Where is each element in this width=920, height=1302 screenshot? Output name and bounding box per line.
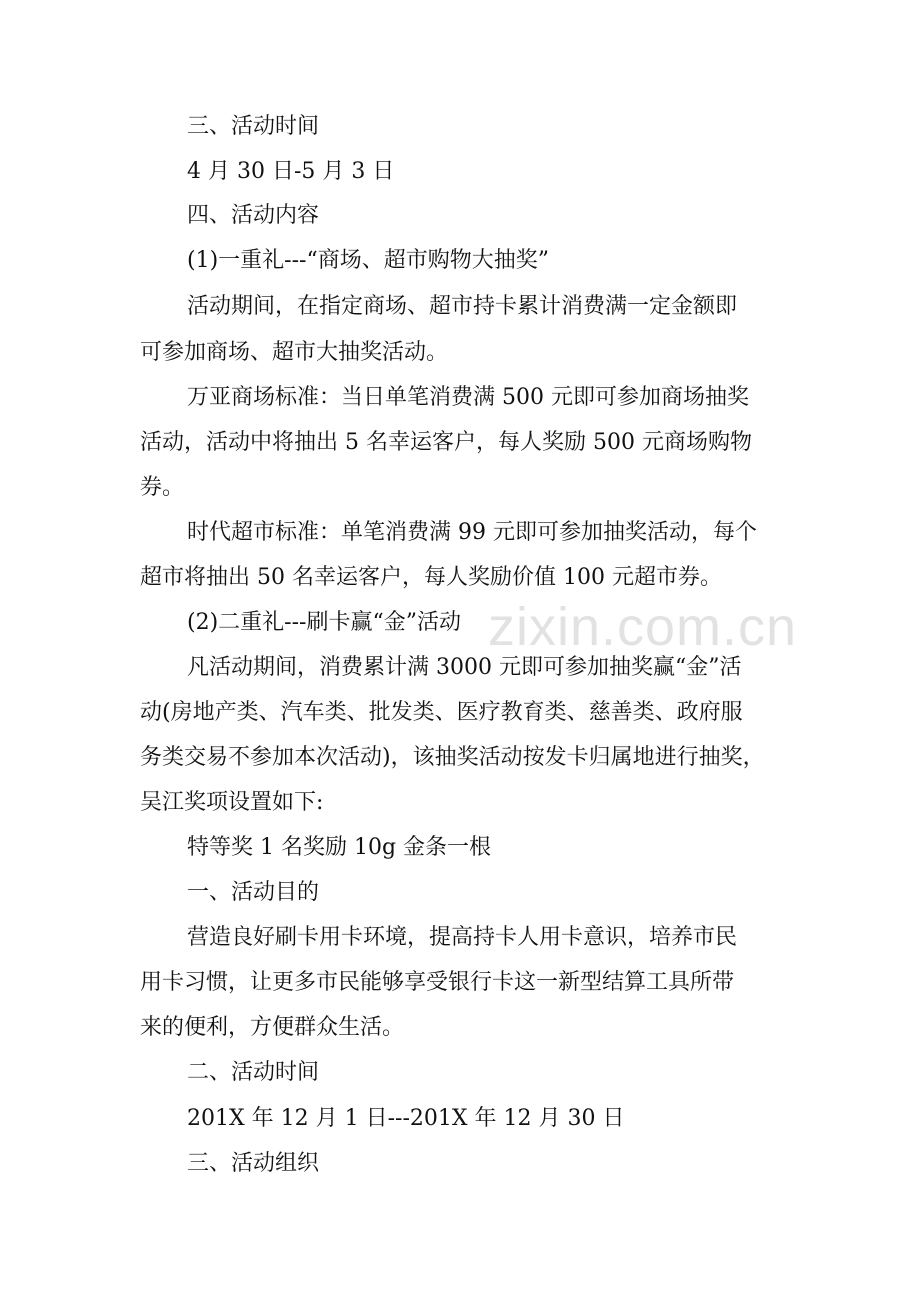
activity-date-range-2: 201X 年 12 月 1 日---201X 年 12 月 30 日 xyxy=(187,1106,625,1131)
paragraph-line: 超市将抽出 50 名幸运客户，每人奖励价值 100 元超市券。 xyxy=(140,565,722,590)
paragraph-line: 时代超市标准：单笔消费满 99 元即可参加抽奖活动，每个 xyxy=(187,520,757,545)
section-heading-activity-purpose: 一、活动目的 xyxy=(187,880,320,905)
paragraph-line: 营造良好刷卡用卡环境，提高持卡人用卡意识，培养市民 xyxy=(187,925,738,950)
section-heading-activity-organization: 三、活动组织 xyxy=(187,1151,320,1176)
paragraph-line: 券。 xyxy=(140,475,185,500)
paragraph-line: 活动期间，在指定商场、超市持卡累计消费满一定金额即 xyxy=(187,294,738,319)
grand-prize-line: 特等奖 1 名奖励 10g 金条一根 xyxy=(187,835,492,860)
paragraph-line: 万亚商场标准：当日单笔消费满 500 元即可参加商场抽奖 xyxy=(187,385,749,410)
section-heading-activity-content: 四、活动内容 xyxy=(187,203,320,228)
paragraph-line: 凡活动期间，消费累计满 3000 元即可参加抽奖赢“金”活 xyxy=(187,655,742,680)
paragraph-line: 来的便利，方便群众生活。 xyxy=(140,1015,405,1040)
paragraph-line: 务类交易不参加本次活动)，该抽奖活动按发卡归属地进行抽奖， xyxy=(140,745,765,770)
paragraph-line: 可参加商场、超市大抽奖活动。 xyxy=(140,340,449,365)
paragraph-line: 动(房地产类、汽车类、批发类、医疗教育类、慈善类、政府服 xyxy=(140,700,743,725)
paragraph-line: 用卡习惯，让更多市民能够享受银行卡这一新型结算工具所带 xyxy=(140,970,735,995)
activity-date-range: 4 月 30 日-5 月 3 日 xyxy=(187,159,395,184)
subheading-second-gift: (2)二重礼---刷卡赢“金”活动 xyxy=(187,610,461,635)
paragraph-line: 活动，活动中将抽出 5 名幸运客户，每人奖励 500 元商场购物 xyxy=(140,430,752,455)
subheading-first-gift: (1)一重礼---“商场、超市购物大抽奖” xyxy=(187,248,549,273)
site-watermark: zixin.com.cn xyxy=(488,597,798,657)
section-heading-activity-time-2: 二、活动时间 xyxy=(187,1060,320,1085)
section-heading-activity-time: 三、活动时间 xyxy=(187,114,320,139)
paragraph-line: 吴江奖项设置如下: xyxy=(140,790,324,815)
